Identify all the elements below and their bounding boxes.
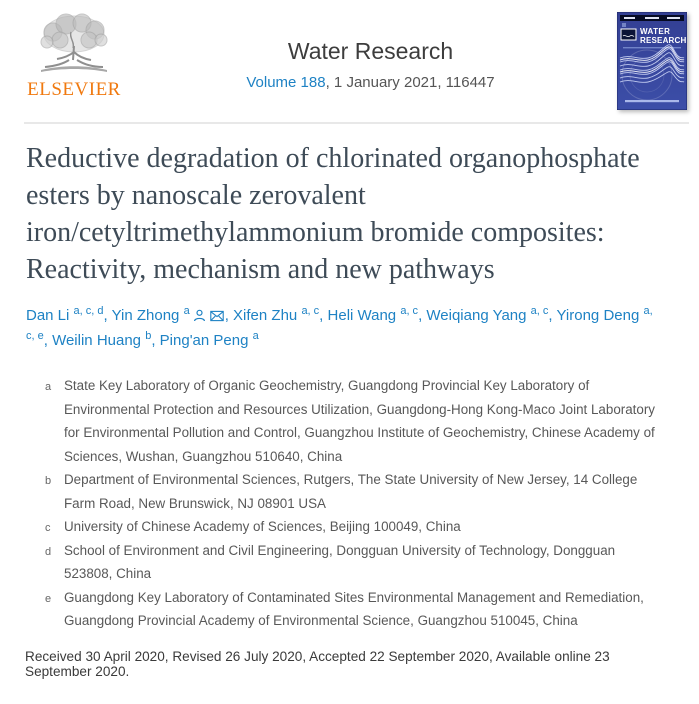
affiliation-label: d bbox=[45, 545, 52, 558]
affiliation-text: Guangdong Key Laboratory of Contaminated Sites Environmental Management and Remediation, Guangdong Provincial Academy of Environmental Science, Guangzhou 510045, China bbox=[64, 589, 644, 628]
header-divider bbox=[24, 122, 689, 124]
volume-link[interactable]: Volume 188 bbox=[246, 74, 326, 91]
author-affiliation-sup: a, c, e bbox=[26, 305, 653, 342]
author-link[interactable]: Heli Wang bbox=[327, 307, 397, 324]
affiliation-item bbox=[45, 374, 665, 468]
author-affiliation-sup: b bbox=[145, 330, 152, 342]
affiliation-item bbox=[45, 515, 665, 539]
citation-line bbox=[124, 74, 617, 91]
article-dates: Received 30 April 2020, Revised 26 July 2020, Accepted 22 September 2020, Available online 23 September 2020. bbox=[25, 648, 610, 679]
affiliation-text: Department of Environmental Sciences, Rutgers, The State University of New Jersey, 14 College Farm Road, New Brunswick, NJ 08901 USA bbox=[64, 472, 638, 511]
author-link[interactable]: Weilin Huang bbox=[52, 332, 142, 349]
elsevier-wordmark: ELSEVIER bbox=[27, 79, 121, 100]
citation-rest: , 1 January 2021, 116447 bbox=[325, 74, 495, 91]
author-list: Dan Li $^{a, c, d}$, Yin Zhong $^a$ , Xifen Zhu $^{a, c}$, Heli Wang $^{a, c}$, Weiqiang Yang $^{a, c}$, Yirong Deng $^{a, c, e}$, Weilin Huang $^b$, Ping'an Peng $^a$ bbox=[26, 305, 653, 349]
affiliation-list bbox=[45, 374, 665, 633]
affiliation-text: State Key Laboratory of Organic Geochemistry, Guangdong Provincial Key Laboratory of Environmental Protection and Resources Utilization, Guangdong-Hong Kong-Maco Joint Laboratory for Environmental Pollution and Control, Guangzhou Institute of Geochemistry, Chinese Academy of Sciences, Wushan, Guangzhou 510640, China bbox=[64, 378, 656, 464]
affiliation-text: University of Chinese Academy of Sciences, Beijing 100049, China bbox=[64, 519, 461, 534]
journal-banner bbox=[0, 0, 699, 112]
journal-title[interactable]: Water Research bbox=[287, 38, 454, 64]
journal-cover-thumbnail[interactable] bbox=[617, 12, 687, 110]
author-affiliation-sup: a, c bbox=[530, 305, 549, 317]
cover-title-line2: RESEARCH bbox=[640, 36, 687, 45]
affiliation-label: a bbox=[45, 381, 52, 393]
author-affiliation-sup: a, c bbox=[301, 305, 320, 317]
author-link[interactable]: Dan Li bbox=[26, 307, 70, 324]
author-link[interactable]: Weiqiang Yang bbox=[426, 307, 527, 324]
author-link[interactable]: Yin Zhong bbox=[111, 307, 180, 324]
affiliation-label: c bbox=[45, 522, 51, 534]
article-title: Reductive degradation of chlorinated organophosphate esters by nanoscale zerovalent iron/cetyltrimethylammonium bromide composites: Reactivity, mechanism and new pathways bbox=[26, 143, 640, 285]
author-link[interactable]: Yirong Deng bbox=[556, 307, 640, 324]
affiliation-item bbox=[45, 539, 665, 586]
elsevier-tree-icon bbox=[24, 12, 124, 82]
author-link[interactable]: Xifen Zhu bbox=[233, 307, 298, 324]
author-link[interactable]: Ping'an Peng bbox=[159, 332, 249, 349]
affiliation-text: School of Environment and Civil Engineering, Dongguan University of Technology, Dongguan 523808, China bbox=[64, 542, 616, 581]
author-affiliation-sup: a, c bbox=[400, 305, 419, 317]
affiliation-label: b bbox=[45, 475, 52, 487]
envelope-icon[interactable] bbox=[210, 306, 224, 329]
affiliation-label: e bbox=[45, 592, 52, 605]
author-affiliation-sup: a bbox=[183, 305, 190, 317]
person-icon[interactable] bbox=[193, 306, 206, 329]
elsevier-logo[interactable] bbox=[24, 12, 124, 101]
cover-title-line1: WATER bbox=[640, 27, 671, 36]
affiliation-item bbox=[45, 468, 665, 515]
cover-logo-box bbox=[621, 29, 636, 40]
journal-header-center bbox=[124, 12, 617, 91]
author-affiliation-sup: a, c, d bbox=[73, 305, 104, 317]
affiliation-item bbox=[45, 586, 665, 633]
author-affiliation-sup: a bbox=[252, 330, 259, 342]
